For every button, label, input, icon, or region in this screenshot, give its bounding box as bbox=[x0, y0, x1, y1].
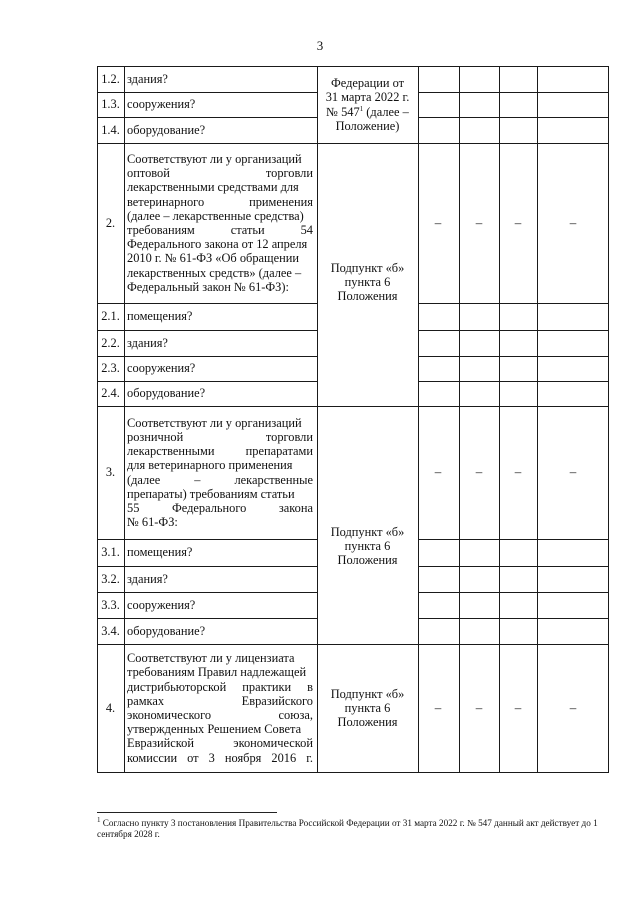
row-question: сооружения? bbox=[127, 97, 196, 112]
dash-mark: – bbox=[514, 699, 522, 715]
row-number: 3.3. bbox=[101, 597, 120, 612]
row-number: 1.3. bbox=[101, 97, 120, 112]
legal-reference: Подпункт «б» пункта 6 Положения bbox=[330, 525, 405, 568]
row-question: сооружения? bbox=[127, 597, 196, 612]
dash-mark: – bbox=[514, 464, 522, 480]
row-number: 2.1. bbox=[101, 309, 120, 324]
row-question: здания? bbox=[127, 71, 168, 86]
row-question: Соответствуют ли у лицензиата требованиям Правил надлежащей дистрибьюторской практики в рамках Евразийского экономического союза, утвержденных Решением Совета Евразийской экономической комиссии от 3 ноября 2016 г. bbox=[127, 651, 313, 765]
dash-mark: – bbox=[475, 214, 483, 230]
row-number: 4. bbox=[105, 700, 116, 715]
footnote-text: Согласно пункту 3 постановления Правительства Российской Федерации от 31 марта 2022 г. № 547 данный акт действует до 1 сентября 2028 г. bbox=[97, 818, 598, 839]
footnote-rule bbox=[97, 812, 277, 813]
dash-mark: – bbox=[475, 464, 483, 480]
row-number: 1.4. bbox=[101, 122, 120, 137]
dash-mark: – bbox=[434, 214, 442, 230]
row-number: 2.3. bbox=[101, 361, 120, 376]
row-number: 2.4. bbox=[101, 386, 120, 401]
row-question: Соответствуют ли у организаций розничной торговли лекарственными препаратами для ветеринарного применения (далее – лекарственные препараты) требованиям статьи 55 Федерального закона № 61-ФЗ: bbox=[127, 415, 313, 530]
row-question: здания? bbox=[127, 571, 168, 586]
footnote-marker: 1 bbox=[97, 815, 101, 824]
dash-mark: – bbox=[569, 214, 577, 230]
row-number: 1.2. bbox=[101, 71, 120, 86]
row-question: здания? bbox=[127, 335, 168, 350]
row-number: 3.2. bbox=[101, 571, 120, 586]
dash-mark: – bbox=[434, 464, 442, 480]
row-question: сооружения? bbox=[127, 361, 196, 376]
page-number: 3 bbox=[316, 38, 324, 53]
row-question: оборудование? bbox=[127, 623, 206, 638]
row-question: оборудование? bbox=[127, 386, 206, 401]
row-question: Соответствуют ли у организаций оптовой торговли лекарственными средствами для ветеринарного применения (далее – лекарственные средства) требованиям статьи 54 Федерального закона от 12 апреля 2010 г. № 61-ФЗ «Об обращении лекарственных средств» (далее – Федеральный закон № 61-ФЗ): bbox=[127, 151, 313, 294]
legal-reference: Федерации от 31 марта 2022 г. № $547^1$ (далее – Положение) bbox=[325, 76, 410, 133]
footnote-marker: 1 bbox=[359, 104, 364, 113]
legal-reference: Подпункт «б» пункта 6 Положения bbox=[330, 686, 405, 730]
dash-mark: – bbox=[475, 699, 483, 715]
row-number: 2.2. bbox=[101, 335, 120, 350]
row-number: 3.4. bbox=[101, 623, 120, 638]
row-question: оборудование? bbox=[127, 122, 206, 137]
row-question: помещения? bbox=[127, 309, 193, 324]
row-number: 3.1. bbox=[101, 545, 120, 560]
row-number: 2. bbox=[105, 215, 116, 230]
dash-mark: – bbox=[434, 699, 442, 715]
dash-mark: – bbox=[569, 464, 577, 480]
checklist-table bbox=[97, 66, 609, 773]
row-question: помещения? bbox=[127, 545, 193, 560]
row-number: 3. bbox=[105, 465, 116, 480]
footnote bbox=[97, 815, 609, 840]
dash-mark: – bbox=[569, 699, 577, 715]
legal-reference: Подпункт «б» пункта 6 Положения bbox=[330, 261, 405, 304]
dash-mark: – bbox=[514, 214, 522, 230]
